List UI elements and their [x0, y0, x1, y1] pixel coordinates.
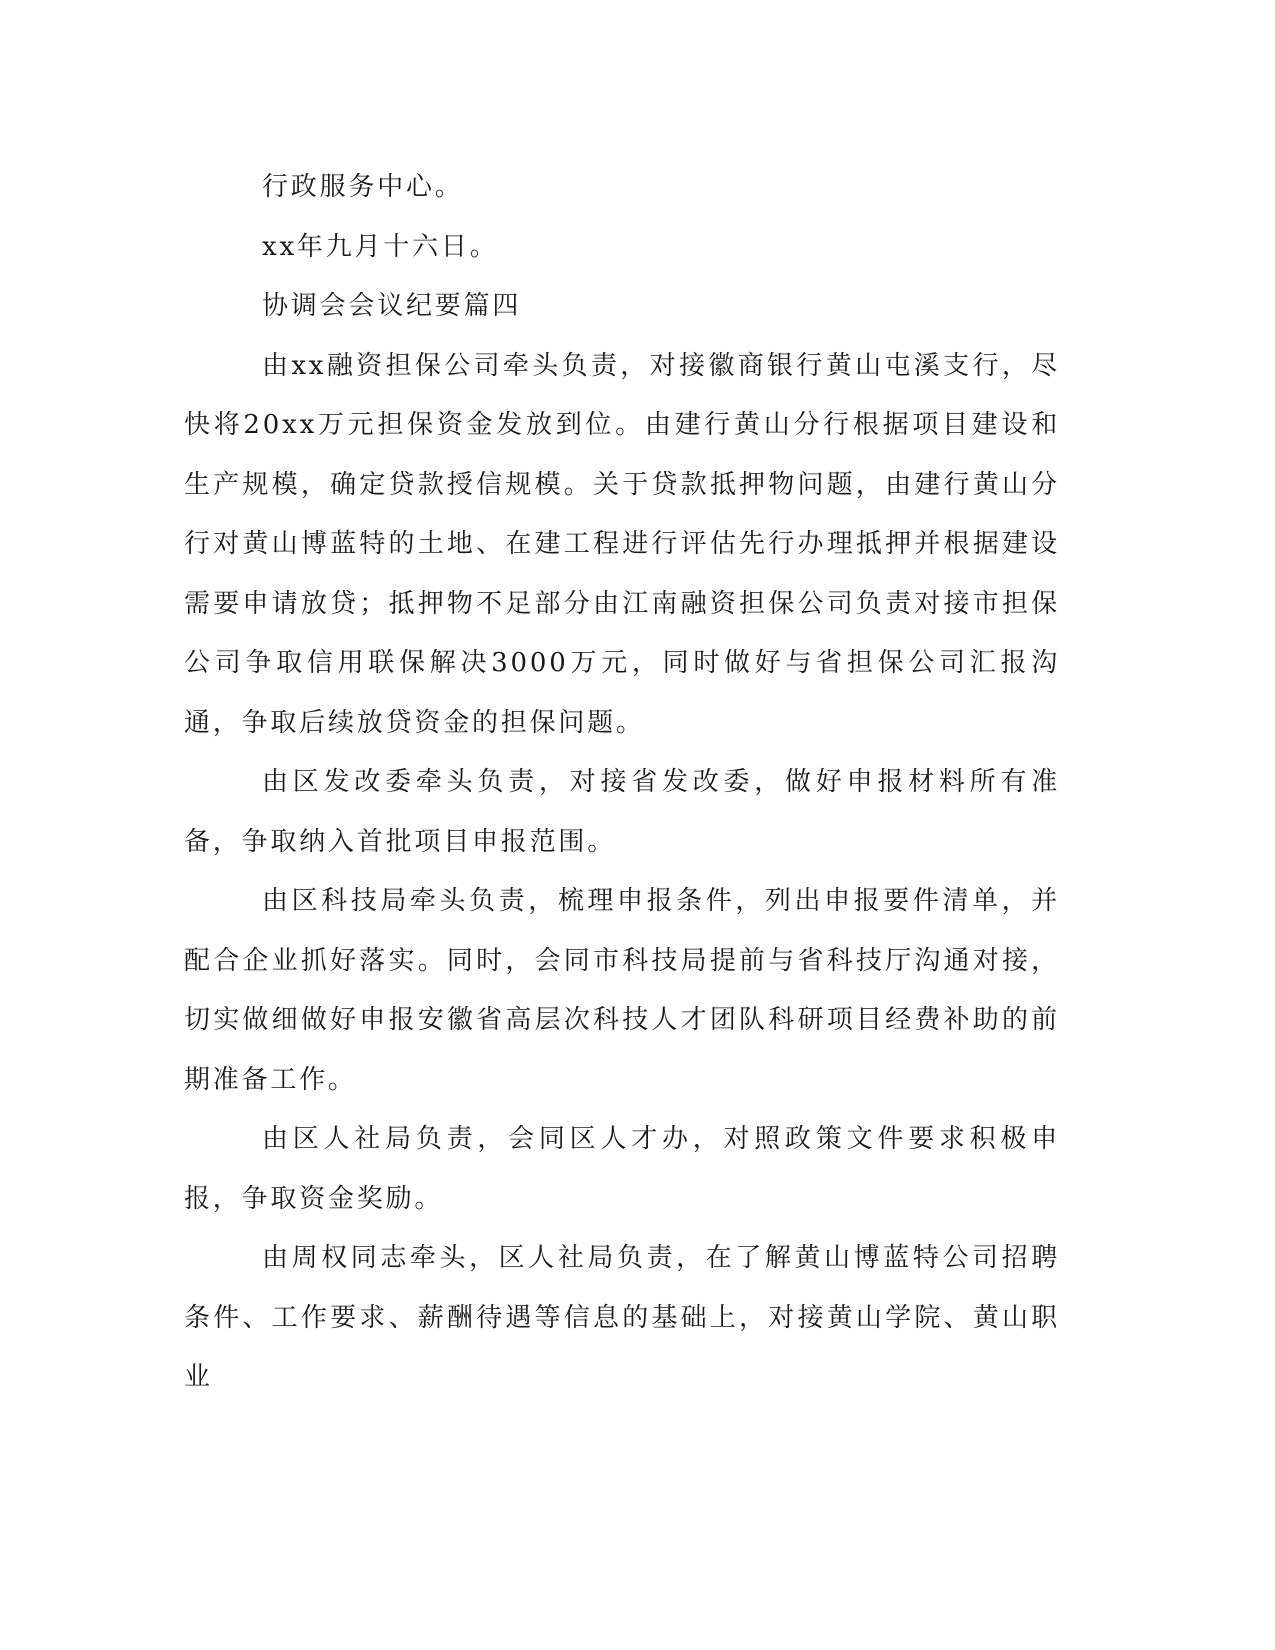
paragraph-date: xx年九月十六日。: [262, 231, 499, 262]
paragraph-human-resources: 由区人社局负责，会同区人才办，对照政策文件要求积极申报，争取资金奖励。: [184, 1124, 1060, 1214]
document-body: [184, 158, 1060, 1408]
paragraph-recruitment: 由周权同志牵头，区人社局负责，在了解黄山博蓝特公司招聘条件、工作要求、薪酬待遇等信息的基础上，对接黄山学院、黄山职业: [184, 1243, 1060, 1392]
paragraph-guarantee: 由xx融资担保公司牵头负责，对接徽商银行黄山屯溪支行，尽快将20xx万元担保资金发放到位。由建行黄山分行根据项目建设和生产规模，确定贷款授信规模。关于贷款抵押物问题，由建行黄山分行对黄山博蓝特的土地、在建工程进行评估先行办理抵押并根据建设需要申请放贷；抵押物不足部分由江南融资担保公司负责对接市担保公司争取信用联保解决3000万元，同时做好与省担保公司汇报沟通，争取后续放贷资金的担保问题。: [184, 350, 1060, 738]
section-heading: 协调会会议纪要篇四: [262, 291, 522, 321]
paragraph-technology: 由区科技局牵头负责，梳理申报条件，列出申报要件清单，并配合企业抓好落实。同时，会同市科技局提前与省科技厅沟通对接，切实做细做好申报安徽省高层次科技人才团队科研项目经费补助的前期准备工作。: [184, 886, 1060, 1095]
paragraph-admin-center: 行政服务中心。: [262, 172, 464, 202]
paragraph-development: 由区发改委牵头负责，对接省发改委，做好申报材料所有准备，争取纳入首批项目申报范围。: [184, 767, 1060, 857]
